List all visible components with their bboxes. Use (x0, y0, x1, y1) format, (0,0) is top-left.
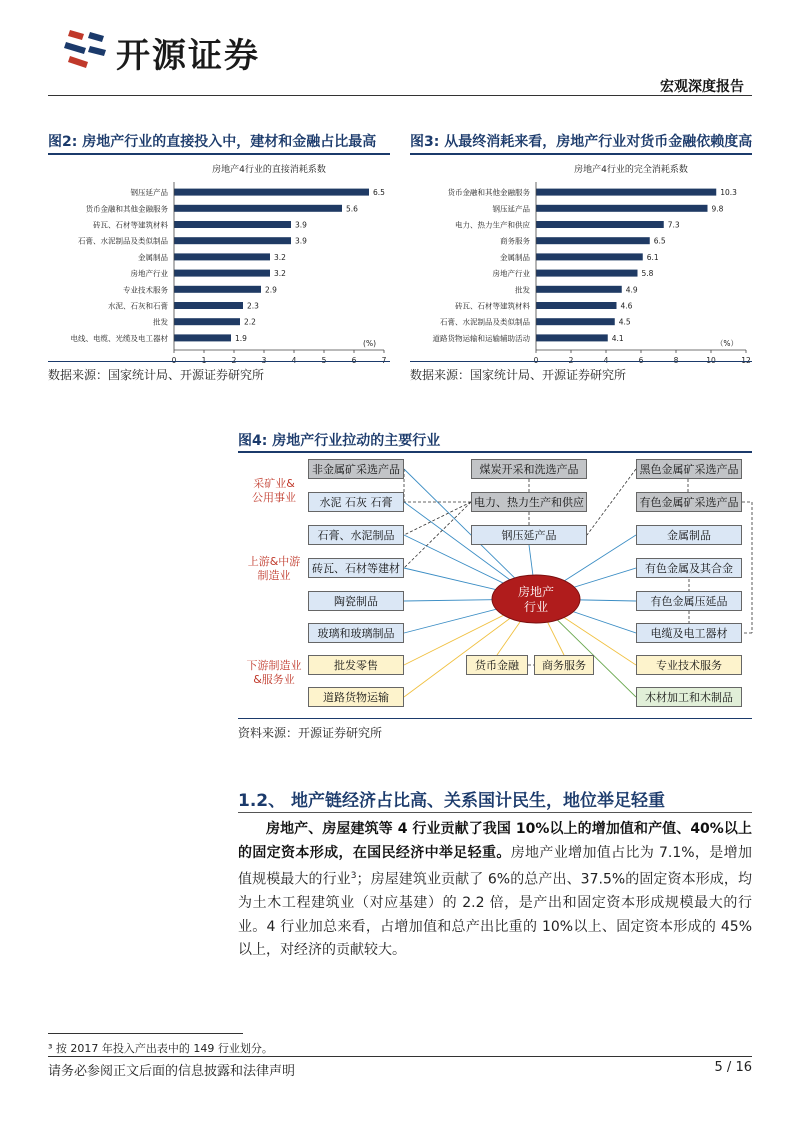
fig3-category-label: 商务服务 (500, 236, 530, 246)
fig3-title: 图3: 从最终消耗来看，房地产行业对货币金融依赖度高 (410, 134, 753, 150)
fig4-center-label: 行业 (523, 600, 549, 614)
fig4-node-left: 道路货物运输 (308, 687, 404, 707)
fig3-bar (536, 221, 664, 228)
fig4-dashed-link (404, 502, 471, 568)
fig2-category-label: 专业技术服务 (123, 285, 168, 295)
fig2-bar (174, 270, 270, 277)
fig3-value-label: 7.3 (667, 220, 680, 230)
fig3-value-label: 9.8 (711, 204, 724, 214)
fig4-node-left: 石膏、水泥制品 (308, 525, 404, 545)
footer-divider (48, 1056, 752, 1057)
fig4-side-label: 下游制造业 &服务业 (246, 659, 302, 686)
fig4-dashed-link (404, 502, 471, 535)
fig3-category-label: 砖瓦、石材等建筑材料 (455, 301, 530, 311)
fig2-bar (174, 221, 291, 228)
fig3-category-label: 道路货物运输和运输辅助活动 (432, 333, 530, 343)
fig2-value-label: 5.6 (346, 204, 358, 214)
fig4-node-middle: 商务服务 (534, 655, 594, 675)
fig3-category-label: 电力、热力生产和供应 (455, 220, 530, 230)
fig4-diagram (238, 455, 752, 715)
fig3-title-rule (410, 153, 752, 155)
fig3-bar (536, 302, 617, 309)
fig3-value-label: 6.5 (653, 236, 666, 246)
fig2-chart (48, 158, 390, 358)
fig4-bottom-rule (238, 718, 752, 719)
fig3-bar (536, 286, 622, 293)
fig4-source: 资料来源：开源证券研究所 (238, 726, 383, 740)
fig3-unit-label: （%） (715, 339, 738, 348)
footnote: ³ 按 2017 年投入产出表中的 149 行业划分。 (48, 1042, 273, 1055)
header-divider (48, 95, 752, 96)
fig3-value-label: 10.3 (720, 188, 737, 198)
fig4-node-right: 木材加工和木制品 (636, 687, 742, 707)
fig3-value-label: 4.9 (625, 285, 638, 295)
fig2-chart-title: 房地产4行业的直接消耗系数 (212, 165, 326, 175)
para-bold-lead: 房地产、房屋建筑等 4 行业贡献了我国 10%以上的增加值和产值、40%以上的固定资本形成，在国民经济中举足轻重。 (238, 821, 752, 861)
fig2-bar (174, 302, 243, 309)
fig2-category-label: 水泥、石灰和石膏 (108, 301, 168, 311)
fig4-node-left: 非金属矿采选产品 (308, 459, 404, 479)
fig3-value-label: 5.8 (641, 269, 654, 279)
fig3-bar (536, 253, 643, 260)
fig4-side-label: 上游&中游 制造业 (247, 555, 301, 582)
fig3-category-label: 金属制品 (500, 252, 530, 262)
fig4-node-right: 专业技术服务 (636, 655, 742, 675)
fig2-category-label: 钢压延产品 (130, 188, 168, 198)
fig3-category-label: 钢压延产品 (492, 204, 530, 214)
fig4-node-left: 砖瓦、石材等建材 (308, 558, 404, 578)
fig2-bar (174, 205, 342, 212)
fig4-node-right: 有色金属矿采选产品 (636, 492, 742, 512)
fig2-value-label: 1.9 (235, 333, 247, 343)
fig4-node-left: 水泥 石灰 石膏 (308, 492, 404, 512)
fig2-category-label: 批发 (153, 317, 168, 327)
fig4-node-middle: 钢压延产品 (471, 525, 587, 545)
fig4-node-left: 批发零售 (308, 655, 404, 675)
section-title: 1.2、 地产链经济占比高、关系国计民生，地位举足轻重 (238, 791, 666, 811)
fig4-node-left: 陶瓷制品 (308, 591, 404, 611)
fig3-value-label: 4.1 (611, 333, 624, 343)
fig3-category-label: 货币金融和其他金融服务 (447, 188, 530, 198)
para-text-1: 房地产业增加值占比为 7.1%，是增加值规模最大的行业 (238, 844, 752, 888)
fig4-side-label: 采矿业& 公用事业 (252, 477, 296, 504)
fig2-value-label: 2.9 (265, 285, 277, 295)
para-text-2: ；房屋建筑业贡献了 6%的总产出、37.5%的固定资本形成，均为土木工程建筑业（对应基建）的 2.2 倍，是产出和固定资本形成规模最大的行业。4 行业加总来看，占增加值和总产出比重的 10%以上、固定资本形成的 45%以上，对经济的贡献较大。 (238, 871, 753, 959)
fig3-category-label: 石膏、水泥制品及类似制品 (440, 317, 530, 327)
fig4-dashed-link (587, 469, 636, 535)
fig3-value-label: 4.5 (618, 317, 631, 327)
fig4-node-middle: 电力、热力生产和供应 (471, 492, 587, 512)
body-paragraph (238, 818, 752, 963)
fig3-value-label: 4.6 (620, 301, 633, 311)
fig3-category-label: 批发 (515, 285, 530, 295)
fig4-title: 图4: 房地产行业拉动的主要行业 (238, 433, 441, 449)
fig2-category-label: 金属制品 (138, 252, 168, 262)
fig2-category-label: 电线、电缆、光缆及电工器材 (70, 333, 168, 343)
fig3-bar (536, 318, 615, 325)
brand-name: 开源证券 (116, 36, 260, 76)
fig2-value-label: 3.2 (274, 252, 286, 262)
page-number: 5 / 16 (714, 1060, 752, 1075)
fig3-chart-title: 房地产4行业的完全消耗系数 (574, 165, 688, 175)
fig2-title-rule (48, 153, 390, 155)
fig4-node-middle: 货币金融 (466, 655, 528, 675)
fig2-category-label: 砖瓦、石材等建筑材料 (93, 220, 168, 230)
fig4-node-right: 金属制品 (636, 525, 742, 545)
fig4-node-left: 玻璃和玻璃制品 (308, 623, 404, 643)
fig2-bar (174, 189, 369, 196)
fig2-bar (174, 318, 240, 325)
fig3-category-label: 房地产行业 (492, 269, 530, 279)
fig2-bar (174, 334, 231, 341)
fig2-title: 图2: 房地产行业的直接投入中，建材和金融占比最高 (48, 134, 377, 150)
fig2-source: 数据来源：国家统计局、开源证券研究所 (48, 368, 265, 382)
fig3-bar (536, 237, 650, 244)
fig4-title-rule (238, 451, 752, 453)
fig2-value-label: 6.5 (373, 188, 385, 198)
fig4-node-right: 有色金属压延品 (636, 591, 742, 611)
fig2-bottom-rule (48, 361, 390, 362)
fig2-value-label: 3.2 (274, 269, 286, 279)
fig2-value-label: 3.9 (295, 236, 307, 246)
fig2-category-label: 房地产行业 (130, 269, 168, 279)
fig4-node-right: 黑色金属矿采选产品 (636, 459, 742, 479)
fig2-value-label: 2.2 (244, 317, 256, 327)
fig3-bar (536, 205, 708, 212)
fig3-bar (536, 270, 638, 277)
fig2-bar (174, 253, 270, 260)
fig2-bar (174, 286, 261, 293)
fig3-bar (536, 334, 608, 341)
fig4-center-node (492, 575, 580, 623)
fig3-value-label: 6.1 (646, 252, 659, 262)
fig4-node-right: 电缆及电工器材 (636, 623, 742, 643)
fig3-bottom-rule (410, 361, 752, 362)
fig2-value-label: 3.9 (295, 220, 307, 230)
disclaimer: 请务必参阅正文后面的信息披露和法律声明 (48, 1064, 296, 1079)
fig3-source: 数据来源：国家统计局、开源证券研究所 (410, 368, 627, 382)
footnote-divider (48, 1033, 243, 1034)
fig2-category-label: 石膏、水泥制品及类似制品 (78, 236, 168, 246)
footnote-ref[interactable]: 3 (350, 871, 357, 881)
fig2-value-label: 2.3 (247, 301, 259, 311)
fig4-node-middle: 煤炭开采和洗选产品 (471, 459, 587, 479)
fig3-bar (536, 189, 716, 196)
fig4-node-right: 有色金属及其合金 (636, 558, 742, 578)
fig2-unit-label: (%) (363, 339, 376, 348)
report-type: 宏观深度报告 (660, 79, 744, 95)
fig2-category-label: 货币金融和其他金融服务 (85, 204, 168, 214)
brand-logo-icon (62, 24, 108, 70)
fig2-bar (174, 237, 291, 244)
section-divider (238, 812, 752, 813)
fig3-chart (410, 158, 752, 358)
fig4-center-label: 房地产 (517, 585, 555, 599)
